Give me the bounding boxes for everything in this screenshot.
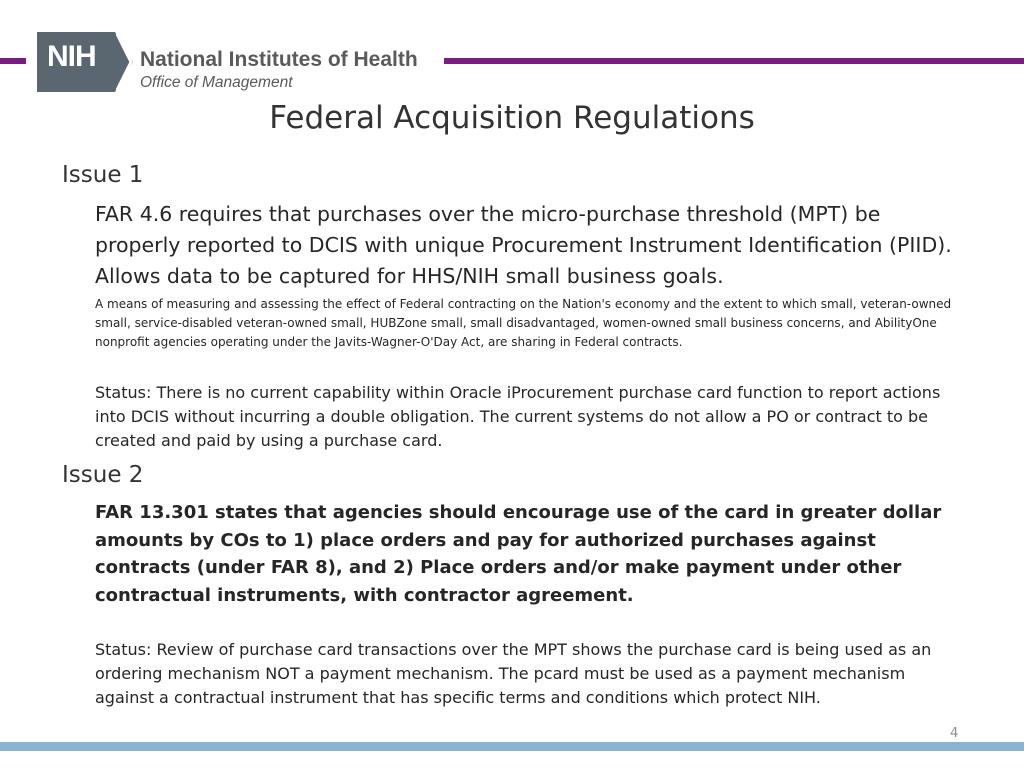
- issue-1-heading: Issue 1: [62, 162, 144, 188]
- footer-bar: [0, 742, 1024, 751]
- issue-2-body: FAR 13.301 states that agencies should encourage use of the card in greater dollar amounts by COs to 1) place orders and pay for authorized purchases against contracts (under FAR 8), and 2) Place orders and/or make payment under other contractual instruments, with contractor agreement.: [95, 502, 942, 606]
- org-office: Office of Management: [140, 74, 293, 91]
- issue-1-status: Status: There is no current capability within Oracle iProcurement purchase card function to report actions into DCIS without incurring a double obligation. The current systems do not allow a PO or contract to be created and paid by using a purchase card.: [95, 383, 941, 450]
- logo-text: NIH: [47, 40, 96, 73]
- issue-2-status: Status: Review of purchase card transactions over the MPT shows the purchase card is being used as an ordering mechanism NOT a payment mechanism. The pcard must be used as a payment mechanism against a contractual instrument that has specific terms and conditions which protect NIH.: [95, 640, 932, 707]
- header-accent-bar-right: [444, 58, 1024, 64]
- org-name: National Institutes of Health: [140, 48, 418, 71]
- page-title: Federal Acquisition Regulations: [269, 100, 755, 136]
- issue-2-heading: Issue 2: [62, 462, 144, 488]
- issue-1-body: FAR 4.6 requires that purchases over the micro-purchase threshold (MPT) be properly reported to DCIS with unique Procurement Instrument Identification (PIID). Allows data to be captured for HHS/NIH small business goals.: [95, 202, 952, 288]
- issue-1-note: A means of measuring and assessing the effect of Federal contracting on the Nation's economy and the extent to which small, veteran-owned small, service-disabled veteran-owned small, HUBZone small, small disadvantaged, women-owned small business concerns, and AbilityOne nonprofit agencies operating under the Javits-Wagner-O'Day Act, are sharing in Federal contracts.: [95, 297, 952, 349]
- header-accent-bar-left: [0, 58, 26, 64]
- page-number: 4: [950, 726, 959, 741]
